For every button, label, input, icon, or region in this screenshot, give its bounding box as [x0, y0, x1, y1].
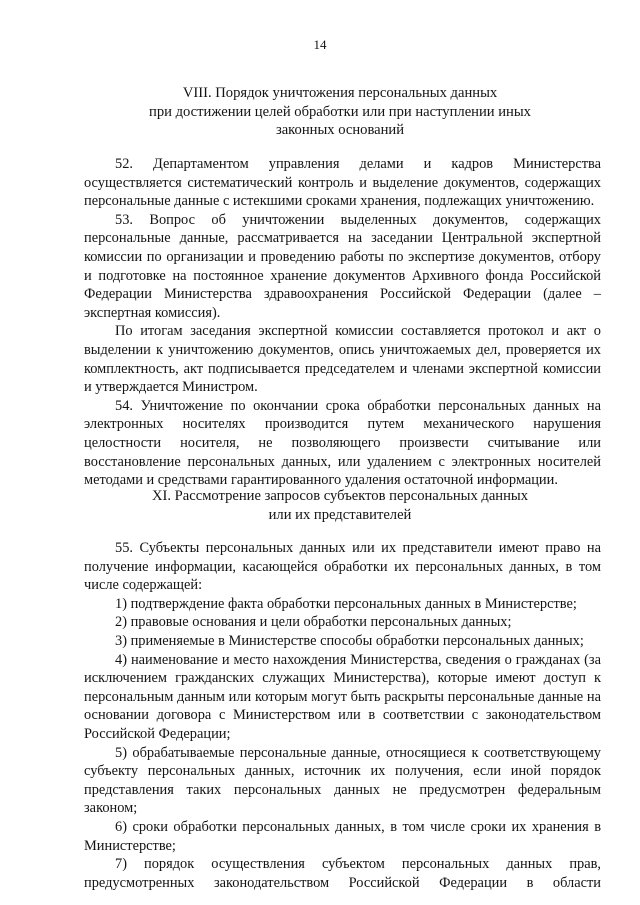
section-11-heading-line-1: XI. Рассмотрение запросов субъектов персональных данных — [151, 488, 529, 504]
list-item-7: 7) порядок осуществления субъектом персональных данных прав, предусмотренных законодательством Российской Федерации в области — [84, 856, 601, 891]
list-item-1: 1) подтверждение факта обработки персональных данных в Министерстве; — [115, 595, 577, 612]
list-item-2: 2) правовые основания и цели обработки персональных данных; — [115, 614, 512, 631]
list-item-4: 4) наименование и место нахождения Министерства, сведения о гражданах (за исключением гражданских служащих Министерства), которые имеют доступ к персональным данным или которым могут быть раскрыты персональные данные на основании договора с Министерством или в соответствии с законодательством Российской Федерации; — [84, 651, 601, 742]
section-11-heading-line-2: или их представителей — [268, 506, 412, 523]
section-8-heading — [80, 84, 600, 140]
paragraph-52: 52. Департаментом управления делами и кадров Министерства осуществляется систематический контроль и выделение документов, содержащих персональные данные с истекшими сроками хранения, подлежащих уничтожению. — [84, 156, 601, 210]
list-item-5: 5) обрабатываемые персональные данные, относящиеся к соответствующему субъекту персональных данных, источник их получения, если иной порядок представления таких персональных данных не предусмотрен федеральным законом; — [84, 744, 601, 817]
list-item-6: 6) сроки обработки персональных данных, в том числе сроки их хранения в Министерстве; — [84, 818, 601, 854]
section-8-body — [84, 155, 601, 490]
section-8-heading-line-3: законных оснований — [275, 122, 405, 139]
page-number: 14 — [313, 37, 327, 52]
paragraph-55: 55. Субъекты персональных данных или их представители имеют право на получение информации, касающейся обработки их персональных данных, в том числе содержащей: — [84, 540, 601, 594]
paragraph-54: 54. Уничтожение по окончании срока обработки персональных данных на электронных носителях производится путем механического нарушения целостности носителя, не позволяющего произвести считывание или восстановление персональных данных, или удалением с электронных носителей методами и средствами гарантированного удаления остаточной информации. — [84, 397, 601, 489]
list-item-3: 3) применяемые в Министерстве способы обработки персональных данных; — [115, 632, 584, 649]
section-8-heading-line-1: VIII. Порядок уничтожения персональных данных — [182, 85, 498, 101]
paragraph-53-followup: По итогам заседания экспертной комиссии составляется протокол и акт о выделении к уничтожению документов, опись уничтожаемых дел, проверяется их комплектность, акт подписывается председателем и членами экспертной комиссии и утверждается Министром. — [84, 323, 601, 396]
section-11-heading — [80, 487, 600, 524]
paragraph-53: 53. Вопрос об уничтожении выделенных документов, содержащих персональные данные, рассматривается на заседании Центральной экспертной комиссии по организации и проведению работы по экспертизе документов, отбору и подготовке на постоянное хранение документов Архивного фонда Российской Федерации Министерства здравоохранения Российской Федерации (далее – экспертная комиссия). — [84, 211, 601, 321]
section-11-body — [84, 539, 601, 892]
section-8-heading-line-2: при достижении целей обработки или при наступлении иных — [149, 103, 531, 120]
